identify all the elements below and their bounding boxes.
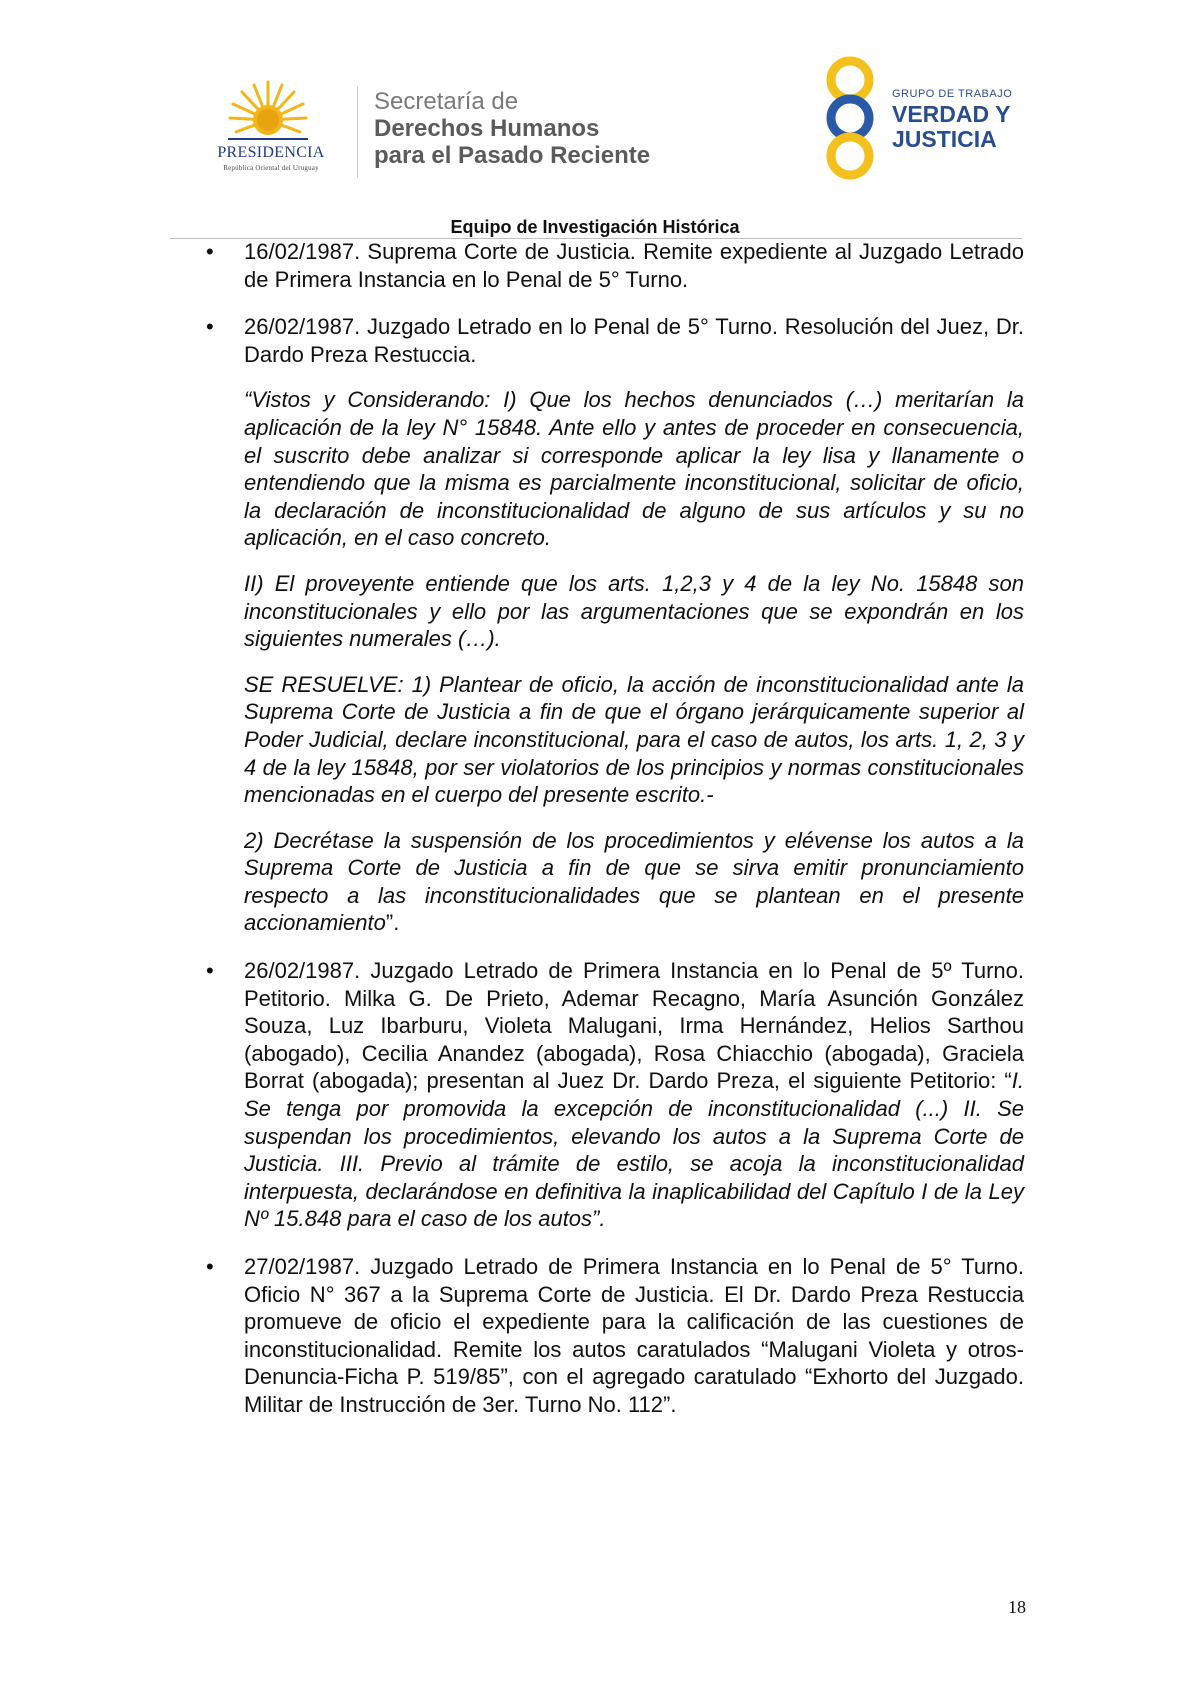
bullet: • bbox=[206, 239, 214, 264]
quote-paragraph: SE RESUELVE: 1) Plantear de oficio, la acción de inconstitucionalidad ante la Suprema Corte de Justicia a fin de que el órgano jerárquicamente superior al Poder Judicial, declare inconstitucional, para el caso de autos, los arts. 1, 2, 3 y 4 de la ley 15848, por ser violatorios de los principios y normas constitucionales mencionadas en el cuerpo del presente escrito.- bbox=[244, 671, 1024, 808]
grupo-trabajo-label: GRUPO DE TRABAJO bbox=[892, 88, 1013, 100]
presidencia-logo bbox=[196, 80, 346, 180]
list-item bbox=[206, 1253, 1024, 1419]
verdad-line: VERDAD Y bbox=[892, 101, 1011, 127]
bullet: • bbox=[206, 958, 214, 984]
quote-paragraph bbox=[206, 827, 1024, 937]
list-item bbox=[206, 957, 1024, 1233]
entry-italic-text: I. Se tenga por promovida la excepción de inconstitucionalidad (...) II. Se suspendan los procedimientos, elevando los autos a la Suprema Corte de Justicia. III. Previo al trámite de estilo, se acoja la inconstitucionalidad interpuesta, declarándose en definitiva la inaplicabilidad del Capítulo I de la Ley Nº 15.848 para el caso de los autos”. bbox=[244, 1068, 1024, 1232]
document-body bbox=[206, 238, 1024, 1419]
presidencia-subtitle: República Oriental del Uruguay bbox=[223, 164, 319, 172]
justicia-line: JUSTICIA bbox=[892, 126, 997, 152]
list-item bbox=[206, 238, 1024, 293]
page-number: 18 bbox=[1008, 1597, 1026, 1617]
header-separator bbox=[357, 86, 358, 178]
secretaria-line-2: Derechos Humanos bbox=[374, 115, 600, 142]
bullet: • bbox=[206, 1254, 214, 1279]
verdad-justicia-title bbox=[892, 102, 1010, 152]
sun-emblem-icon bbox=[228, 80, 308, 148]
presidencia-name: PRESIDENCIA bbox=[217, 144, 325, 161]
quote-paragraph: “Vistos y Considerando: I) Que los hechos denunciados (…) meritarían la aplicación de la ley N° 15848. Ante ello y antes de proceder en consecuencia, el suscrito debe analizar si corresponde aplicar la ley lisa y llanamente o entendiendo que la misma es parcialmente inconstitucional, solicitar de oficio, la declaración de inconstitucionalidad de alguno de sus artículos y su no aplicación, en el caso concreto. bbox=[244, 387, 1024, 551]
bullet: • bbox=[206, 314, 214, 340]
quote-paragraph: II) El proveyente entiende que los arts. 1,2,3 y 4 de la ley No. 15848 son inconstitucionales y ello por las argumentaciones que se expondrán en los siguientes numerales (…). bbox=[244, 570, 1024, 652]
entry-text: 16/02/1987. Suprema Corte de Justicia. Remite expediente al Juzgado Letrado de Primera Instancia en lo Penal de 5° Turno. bbox=[244, 239, 1024, 292]
quote-italic-text: 2) Decrétase la suspensión de los procedimientos y elévense los autos a la Suprema Corte de Justicia a fin de que se sirva emitir pronunciamiento respecto a las inconstitucionalidades que se plantean en el presente accionamiento bbox=[244, 827, 1024, 936]
quote-closing: ”. bbox=[385, 910, 400, 936]
list-item bbox=[206, 313, 1024, 368]
page-header bbox=[0, 0, 1190, 200]
team-title: Equipo de Investigación Histórica bbox=[450, 217, 740, 237]
secretaria-line-1: Secretaría de bbox=[374, 88, 519, 115]
secretaria-title bbox=[374, 88, 650, 169]
secretaria-line-3: para el Pasado Reciente bbox=[374, 142, 651, 169]
entry-text: 27/02/1987. Juzgado Letrado de Primera Instancia en lo Penal de 5° Turno. Oficio N° 367 a la Suprema Corte de Justicia. El Dr. Dardo Preza Restuccia promueve de oficio el expediente para la calificación de las cuestiones de inconstitucionalidad. Remite los autos caratulados “Malugani Violeta y otros-Denuncia-Ficha P. 519/85”, con el agregado caratulado “Exhorto del Juzgado. Militar de Instrucción de 3er. Turno No. 112”. bbox=[244, 1254, 1024, 1417]
grupo-trabajo-logo bbox=[818, 56, 1018, 180]
entry-text: 26/02/1987. Juzgado Letrado de Primera Instancia en lo Penal de 5º Turno. Petitorio. Milka G. De Prieto, Ademar Recagno, María Asunción González Souza, Luz Ibarburu, Violeta Malugani, Irma Hernández, Helios Sarthou (abogado), Cecilia Anandez (abogada), Rosa Chiacchio (abogada), Graciela Borrat (abogada); presentan al Juez Dr. Dardo Preza, el siguiente Petitorio: “ bbox=[244, 958, 1024, 1094]
entry-text: 26/02/1987. Juzgado Letrado en lo Penal de 5° Turno. Resolución del Juez, Dr. Dardo Preza Restuccia. bbox=[244, 314, 1024, 367]
linked-rings-icon bbox=[818, 56, 882, 180]
